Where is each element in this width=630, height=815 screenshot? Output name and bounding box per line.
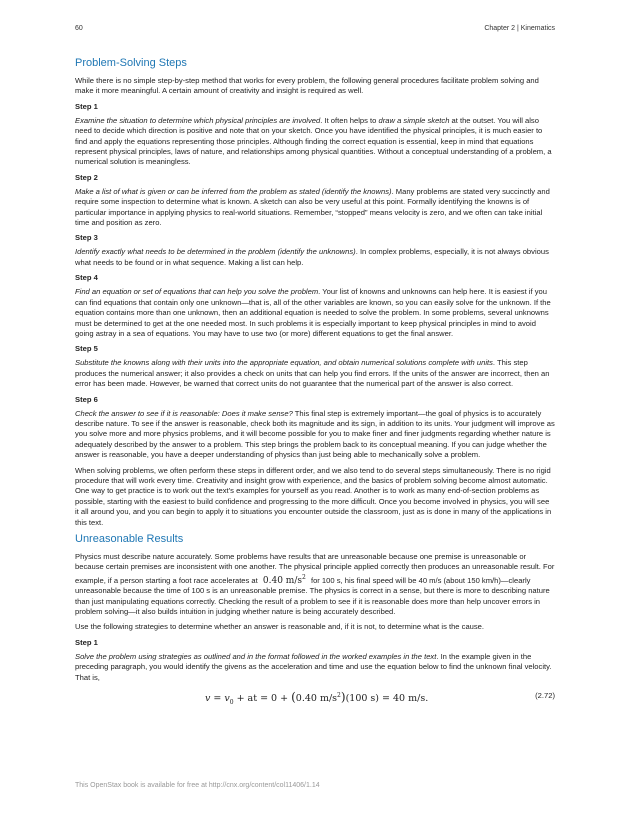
unreasonable-p1-a: Physics must describe nature accurately. Some problems have results that are unreasonable because one premise is unreasonable or because certain premises are inconsistent with one another. The physical principle applied correctly then produces an unreasonable result. For example, if a person starting a foot race accelerates at [75,552,555,585]
step-4-label: Step 4 [75,273,98,283]
step-4-text [75,287,555,339]
step-6-text [75,409,555,461]
step-1-italic-2: draw a simple sketch [378,115,450,125]
step-1-text [75,116,555,168]
unreasonable-paragraph-2: Use the following strategies to determine whether an answer is reasonable and, if it is not, to determine what is the cause. [75,622,485,632]
step-3-label: Step 3 [75,233,98,243]
page-footer: This OpenStax book is available for free at http://cnx.org/content/col11406/1.14 [75,782,320,789]
equation-mid: + at = 0 + [233,693,292,705]
step-4-rest: . Your list of knowns and unknowns can help here. It is easiest if you can find equations that contain only one unknown—that is, all of the other variables are known, so you can easily solve for the unknown. If the equation contains more than one unknown, then an additional equation is needed to solve the problem. In some problems, several unknowns must be determined to get at the one needed most. In such problems it is especially important to keep physical principles in mind to avoid going astray in a sea of equations. You may have to use two (or more) different equations to get the final answer. [75,287,551,338]
equation-number: (2.72) [535,691,555,701]
step-6-italic: Check the answer to see if it is reasonable: Does it make sense? [75,408,293,418]
page-content [75,57,555,706]
unreasonable-step-1-label: Step 1 [75,637,98,647]
unreasonable-step-1-text [75,652,555,683]
step-2-italic: Make a list of what is given or can be inferred from the problem as stated (identify the knowns) [75,186,392,196]
equation-2-72 [75,688,555,706]
equation-close-paren: ) [340,690,346,705]
equation-sub: 0 [229,698,234,706]
intro-paragraph: While there is no simple step-by-step method that works for every problem, the following general procedures facilitate problem solving and make it more meaningful. A certain amount of creativity and insight is required as well. [75,76,539,96]
step-3-text [75,247,555,268]
step-6-label: Step 6 [75,394,98,404]
equation-tail: (100 s) = 40 m/s. [345,693,429,705]
equation-paren-exp: 2 [337,691,341,699]
step-1-italic: Examine the situation to determine which physical principles are involved [75,115,321,125]
section-heading-problem-solving: Problem-Solving Steps [75,57,187,69]
unreasonable-paragraph-1 [75,552,555,617]
step-1-label: Step 1 [75,101,98,111]
page-header [75,25,555,37]
step-5-italic: Substitute the knowns along with their units into the appropriate equation, and obtain numerical solutions complete with units [75,358,493,368]
inline-acceleration-exp: 2 [302,573,306,581]
section-heading-unreasonable-results: Unreasonable Results [75,533,184,545]
equation-paren-value: 0.40 m/s [295,693,338,705]
unreasonable-p1-b: for 100 s, his final speed will be 40 m/s (about 150 km/h)—clearly unreasonable because the time of 100 s is an unreasonable premise. The physics is correct in a sense, but there is more to describing nature than just manipulating equations correctly. Checking the result of a problem to see if it is reasonable does more than help uncover errors in problem solving—it also builds intuition in judging whether nature is being accurately described. [75,575,550,617]
step-4-italic: Find an equation or set of equations that can help you solve the problem [75,287,319,297]
step-3-italic: Identify exactly what needs to be determined in the problem (identify the unknowns) [75,247,356,257]
inline-acceleration-math [260,573,309,586]
step-2-label: Step 2 [75,172,98,182]
equation-expression [205,690,428,706]
chapter-title: Chapter 2 | Kinematics [484,25,555,32]
step-6-rest: This final step is extremely important—the goal of physics is to accurately describe nature. To see if the answer is reasonable, check both its magnitude and its sign, in addition to its units. Your judgment will improve as you solve more and more physics problems, and it will become possible for you to make finer and finer judgments regarding whether nature is adequately described by the answer to a problem. This step brings the problem back to its conceptual meaning. If you can judge whether the answer is reasonable, you have a deeper understanding of physics than just being able to mechanically solve a problem. [75,408,555,460]
step-2-text [75,187,555,229]
unreasonable-step-1-italic: Solve the problem using strategies as outlined and in the format followed in the worked examples in the text [75,651,437,661]
equation-open-paren: ( [291,690,296,705]
closing-paragraph: When solving problems, we often perform these steps in different order, and we also tend to do several steps simultaneously. There is no rigid procedure that will work every time. Creativity and insight grow with experience, and the basics of problem solving become almost automatic. One way to get practice is to work out the text’s examples for yourself as you read. Another is to work as many end-of-section problems as possible, starting with the easiest to build confidence and progressing to the more difficult. Once you become involved in physics, you will see it all around you, and you can begin to apply it to situations you encounter outside the classroom, just as is done in many of the applications in this text. [75,465,552,527]
step-2-rest: . Many problems are stated very succinctly and require some inspection to determine what is known. A sketch can also be very useful at this point. Formally identifying the knowns is of particular importance in applying physics to real-world situations. Remember, “stopped” means velocity is zero, and we often can take initial time and position as zero. [75,186,550,228]
equation-lhs: v = v [205,693,230,705]
step-5-text [75,358,555,389]
unreasonable-step-1-rest: . In the example given in the preceding paragraph, you would identify the givens as the acceleration and time and use the equation below to find the unknown final velocity. That is, [75,651,552,682]
step-5-rest: . This step produces the numerical answer; it also provides a check on units that can help you find errors. If the units of the answer are incorrect, then an error has been made. However, be warned that correct units do not guarantee that the numerical part of the answer is also correct. [75,358,550,389]
step-3-rest: . In complex problems, especially, it is not always obvious what needs to be found or in what sequence. Making a list can help. [75,247,549,267]
step-1-rest: at the outset. You will also need to decide which direction is positive and note that on your sketch. Once you have identified the physical principles, it is much easier to find and apply the equations representing those principles. Although finding the correct equation is essential, keep in mind that equations represent physical principles, laws of nature, and relationships among physical quantities. Without a conceptual understanding of a problem, a numerical solution is meaningless. [75,115,552,167]
step-5-label: Step 5 [75,344,98,354]
page-number: 60 [75,25,83,32]
step-1-mid: . It often helps to [320,115,379,125]
inline-acceleration-value: 0.40 m/s [262,575,302,586]
